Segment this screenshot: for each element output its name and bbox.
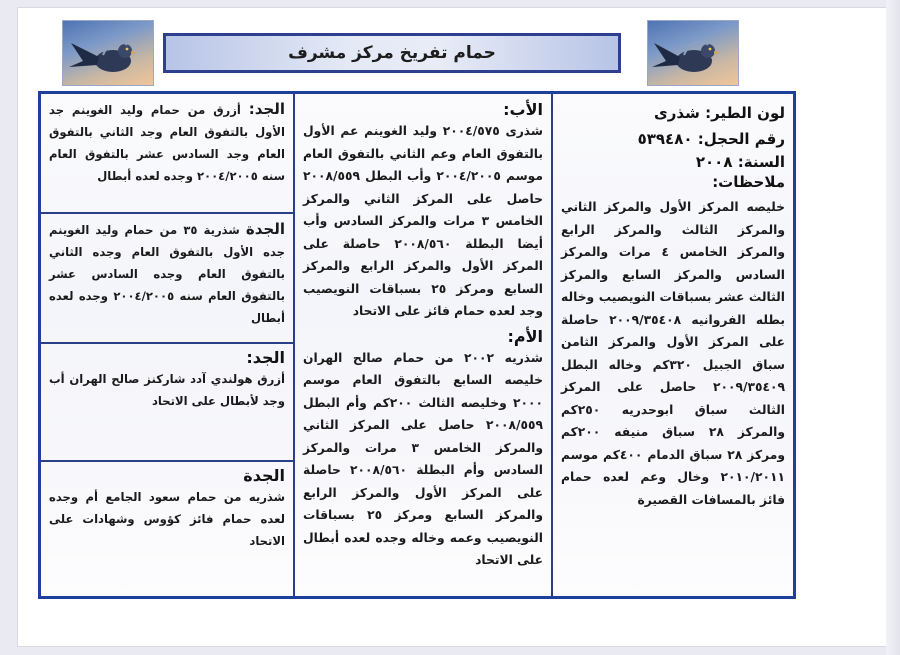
grandmother-paternal-text: شذرية ٣٥ من حمام وليد الغوينم جده الأول بالتفوق العام وجده الثاني بالتفوق العام وجده السادس عشر بالتفوق العام سنه ٢٠٠٤/٢٠٠٥ وجده لعده أبطال [49, 223, 285, 325]
scan-edge [886, 0, 900, 655]
grandmother-maternal-cell [41, 462, 293, 596]
color-row [561, 100, 785, 126]
grandparents-column [41, 94, 293, 596]
grandmother-maternal-text: شذريه من حمام سعود الجامع أم وجده لعده حمام فائز كؤوس وشهادات على الاتحاد [49, 490, 285, 548]
grandfather-paternal-heading: الجد: [248, 100, 285, 118]
ring-value: ٥٣٩٤٨٠ [637, 130, 693, 148]
page-title: حمام تفريخ مركز مشرف [288, 43, 496, 63]
year-row [561, 152, 785, 172]
ring-label: رقم الحجل: [697, 130, 785, 148]
grandmother-paternal-block [49, 218, 285, 329]
grandfather-paternal-text: أزرق من حمام وليد الغوينم جد الأول بالتفوق العام وجد الثاني بالتفوق العام وجد السادس عشر بالتفوق العام سنه ٢٠٠٤/٢٠٠٥ وجده لعده أبطال [49, 103, 285, 183]
notes-label: ملاحظات: [712, 173, 785, 191]
pigeon-photo-left [62, 20, 154, 86]
grandfather-maternal-cell [41, 344, 293, 462]
grandmother-maternal-heading: الجدة [243, 466, 285, 485]
grandfather-maternal-text: أزرق هولندي آدد شاركنز صالح الهران أب وجد لأبطال على الاتحاد [49, 372, 285, 408]
mother-heading: الأم: [507, 326, 543, 346]
mother-text: شذريه ٢٠٠٢ من حمام صالح الهران خليصه السابع بالتفوق العام موسم ٢٠٠٠ وخليصه الثالث ٢٠٠كم وأم البطل ٢٠٠٨/٥٥٩ حاصل على المركز الثاني والمركز الخامس ٣ مرات والمركز السادس وأم البطلة ٢٠٠٨/٥٦٠ حاصلة على المركز الأول والمركز الرابع والمركز السابع ومركز ٢٥ بسباقات النويصيب وعمه وخاله وجده لعده أبطال على الاتحاد [303, 350, 544, 567]
notes-text: خليصه المركز الأول والمركز الثاني والمركز الثالث والمركز الرابع والمركز الخامس ٤ مرات والمركز السادس والمركز السابع والمركز الثالث عشر بسباقات النويصيب وخاله بطله الفروانيه ٢٠٠٩/٣٥٤٠٨ حاصلة على المركز الأول والمركز الثامن سباق الجبيل ٣٢٠كم وخاله البطل ٢٠٠٩/٣٥٤٠٩ حاصل على المركز الثالث سباق ابوحدريه ٢٥٠كم والمركز ٢٨ سباق منيفه ٢٠٠كم ومركز ٢٨ سباق الدمام ٤٠٠كم موسم ٢٠١٠/٢٠١١ وخال وعم لعده حمام فائز بالمسافات القصيرة [561, 200, 786, 507]
bird-details-column [553, 94, 793, 596]
pedigree-table [38, 91, 796, 599]
color-value: شذرى [654, 104, 700, 122]
grandfather-maternal-heading: الجد: [246, 348, 285, 367]
color-label: لون الطير: [705, 104, 785, 122]
parents-column [293, 94, 553, 596]
year-value: ٢٠٠٨ [695, 153, 733, 171]
ring-row [561, 126, 785, 152]
grandmother-paternal-heading: الجدة [245, 220, 285, 238]
pigeon-photo-right [647, 20, 739, 86]
year-label: السنة: [737, 153, 785, 171]
father-heading: الأب: [503, 100, 543, 119]
grandmother-paternal-cell [41, 214, 293, 344]
grandfather-paternal-block [49, 98, 285, 187]
title-banner [163, 33, 621, 73]
father-text: شذرى ٢٠٠٤/٥٧٥ وليد الغوينم عم الأول بالتفوق العام وعم الثاني بالتفوق العام موسم ٢٠٠٤/٢٠٠٥ وأب البطل ٢٠٠٨/٥٥٩ حاصل على المركز الثاني والمركز الخامس ٣ مرات والمركز السادس وأب أيضا البطلة ٢٠٠٨/٥٦٠ حاصلة على المركز الأول والمركز الرابع والمركز السابع ومركز ٢٥ بسباقات النويصيب وجد لعده حمام فائز على الاتحاد [303, 124, 544, 318]
grandfather-paternal-cell [41, 94, 293, 214]
